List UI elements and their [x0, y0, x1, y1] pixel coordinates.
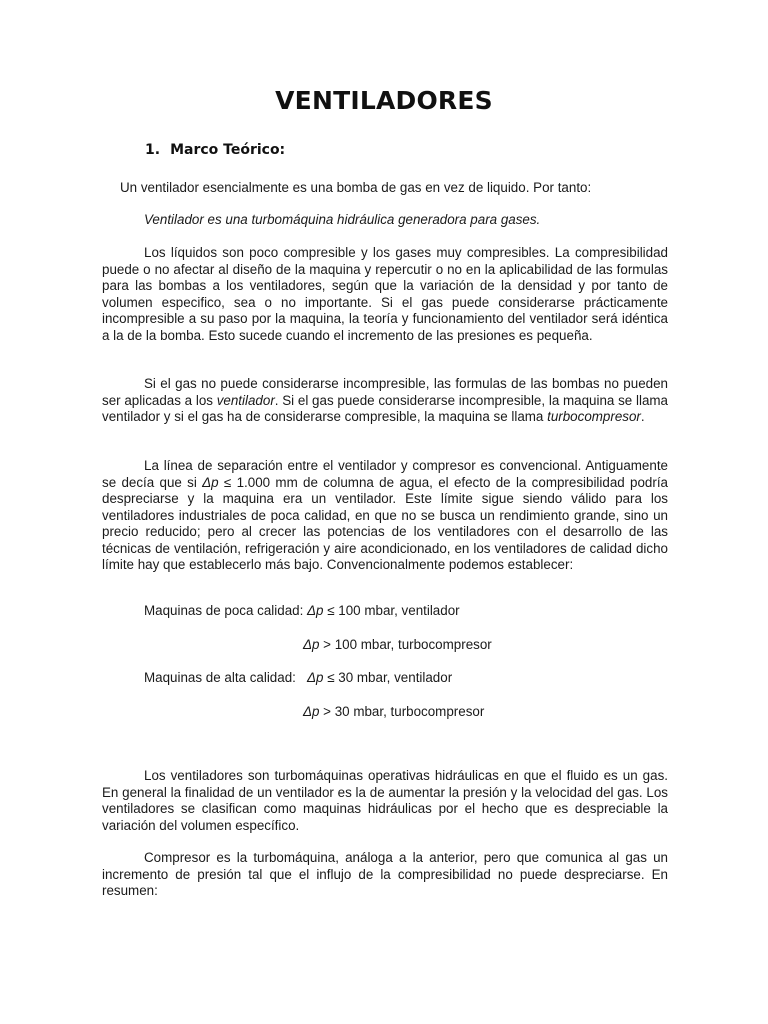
paragraph-compresor	[102, 850, 668, 900]
document-title: VENTILADORES	[275, 86, 493, 115]
para4-text: Los ventiladores son turbomáquinas operativas hidráulicas en que el fluido es un gas. En general la finalidad de un ventilador es la de aumentar la presión y la velocidad del gas. Los ventiladores se clasifican como maquinas hidráulicas por el hecho que es despreciable la variación del volumen específico.	[102, 768, 668, 833]
definition-paragraph: Ventilador es una turbomáquina hidráulica generadora para gases.	[144, 212, 541, 227]
para3-text-1: La línea de separación entre el ventilador y compresor es convencional. Antiguamente se decía que si	[102, 458, 668, 490]
criteria-row	[303, 637, 492, 654]
section-number: 1.	[145, 142, 161, 158]
para2-text-2: . Si el gas puede considerarse incompresible, la maquina se llama ventilador y si el gas ha de considerarse compresible, la maquina se llama	[102, 392, 668, 424]
para2-italic-ventilador: ventilador	[216, 392, 275, 408]
criteria-rule: ≤ 30 mbar, ventilador	[323, 670, 453, 685]
criteria-label: Maquinas de alta calidad:	[144, 670, 296, 685]
criteria-symbol: Δp	[303, 704, 320, 719]
criteria-symbol: Δp	[307, 670, 324, 685]
criteria-row	[144, 670, 452, 687]
section-title: Marco Teórico:	[170, 142, 286, 158]
para5-text: Compresor es la turbomáquina, análoga a la anterior, pero que comunica al gas un incremento de presión tal que el influjo de la compresibilidad no puede despreciarse. En resumen:	[102, 850, 668, 898]
paragraph-compressibility-text: Los líquidos son poco compresible y los gases muy compresibles. La compresibilidad puede o no afectar al diseño de la maquina y repercutir o no en la aplicabilidad de las formulas para las bombas a los ventiladores, según que la variación de la densidad y por tanto de volumen especifico, sea o no importante. Si el gas puede considerarse prácticamente incompresible a su paso por la maquina, la teoría y funcionamiento del ventilador será idéntica a la de la bomba. Esto sucede cuando el incremento de las presiones es pequeña.	[102, 245, 668, 343]
criteria-symbol: Δp	[307, 603, 324, 618]
criteria-rule: > 100 mbar, turbocompresor	[319, 637, 492, 652]
para2-text-1: Si el gas no puede considerarse incompresible, las formulas de las bombas no pueden ser aplicadas a los	[102, 376, 668, 408]
para3-text-2: ≤ 1.000 mm de columna de agua, el efecto de la compresibilidad podría despreciarse y la maquina era un ventilador. Este límite sigue siendo válido para los ventiladores industriales de poca calidad, en que no se busca un rendimiento grande, sino un precio reducido; pero al crecer las potencias de los ventiladores con el desarrollo de las técnicas de ventilación, refrigeración y aire acondicionado, en los ventiladores de calidad dicho límite hay que establecerlo más bajo. Convencionalmente podemos establecer:	[102, 474, 668, 572]
para2-italic-turbocompresor: turbocompresor	[547, 409, 641, 424]
para3-italic-delta-p: Δp	[202, 474, 219, 490]
criteria-rule: > 30 mbar, turbocompresor	[319, 704, 485, 719]
criteria-row	[303, 704, 484, 721]
paragraph-compressibility	[102, 245, 668, 344]
intro-paragraph: Un ventilador esencialmente es una bomba de gas en vez de liquido. Por tanto:	[120, 180, 592, 195]
criteria-label: Maquinas de poca calidad:	[144, 603, 304, 618]
para2-text-3: .	[640, 409, 645, 424]
criteria-symbol: Δp	[303, 637, 320, 652]
paragraph-separation-line	[102, 458, 668, 574]
criteria-row	[144, 603, 460, 620]
paragraph-definition-ventiladores	[102, 768, 668, 834]
criteria-rule: ≤ 100 mbar, ventilador	[323, 603, 460, 618]
section-heading	[145, 142, 285, 158]
paragraph-incompressible	[102, 376, 668, 426]
